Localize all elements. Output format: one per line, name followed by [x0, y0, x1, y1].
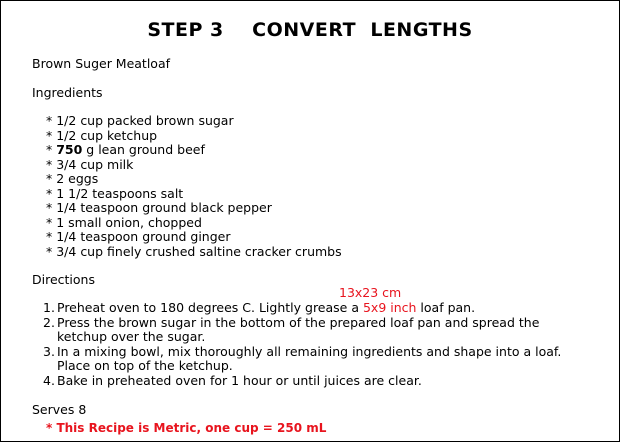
step-text: Bake in preheated oven for 1 hour or until juices are clear.: [57, 372, 422, 388]
step-text: Preheat oven to 180 degrees C. Lightly grease a: [57, 300, 363, 315]
converted-weight: 750: [56, 142, 83, 157]
directions-list: [32, 301, 592, 388]
direction-step: [32, 345, 592, 374]
ingredient-item: * 1/2 cup packed brown sugar: [46, 113, 234, 128]
step-number: 2.: [43, 314, 55, 330]
ingredient-item: * 1 1/2 teaspoons salt: [46, 185, 184, 201]
step-text: Press the brown sugar in the bottom of the prepared loaf pan and spread the ketchup over the sugar.: [57, 314, 540, 344]
ingredient-item: * 1 small onion, chopped: [46, 214, 202, 230]
ingredient-bullet: *: [46, 142, 57, 157]
step-number: 1.: [43, 300, 55, 315]
length-to-convert: 5x9 inch: [362, 300, 417, 315]
directions-heading: Directions: [32, 272, 95, 287]
step-text: loaf pan.: [416, 300, 476, 315]
ingredient-item: * 1/4 teaspoon ground black pepper: [46, 200, 272, 215]
direction-step: [32, 301, 592, 316]
step-number: 3.: [43, 343, 55, 359]
ingredient-item: * 3/4 cup milk: [46, 156, 134, 172]
ingredients-list: [46, 114, 342, 259]
conversion-note: 13x23 cm: [339, 285, 402, 300]
ingredient-item: * 2 eggs: [46, 171, 99, 186]
step-text: In a mixing bowl, mix thoroughly all remaining ingredients and shape into a loaf. Place on top of the ketchup.: [57, 343, 562, 373]
metric-footnote: * This Recipe is Metric, one cup = 250 mL: [46, 421, 327, 435]
ingredient-item: * 3/4 cup finely crushed saltine cracker crumbs: [46, 243, 342, 259]
ingredients-heading: Ingredients: [32, 85, 103, 100]
ingredient-text: g lean ground beef: [82, 142, 205, 157]
step-number: 4.: [43, 372, 55, 388]
direction-step: [32, 316, 592, 345]
ingredient-item: * 1/4 teaspoon ground ginger: [46, 229, 231, 244]
page-title: STEP 3 CONVERT LENGTHS: [147, 19, 473, 41]
ingredient-item: * 1/2 cup ketchup: [46, 127, 158, 143]
recipe-name: Brown Suger Meatloaf: [32, 56, 171, 71]
servings: Serves 8: [32, 402, 87, 417]
ingredient-item: [46, 143, 342, 158]
direction-step: [32, 374, 592, 389]
